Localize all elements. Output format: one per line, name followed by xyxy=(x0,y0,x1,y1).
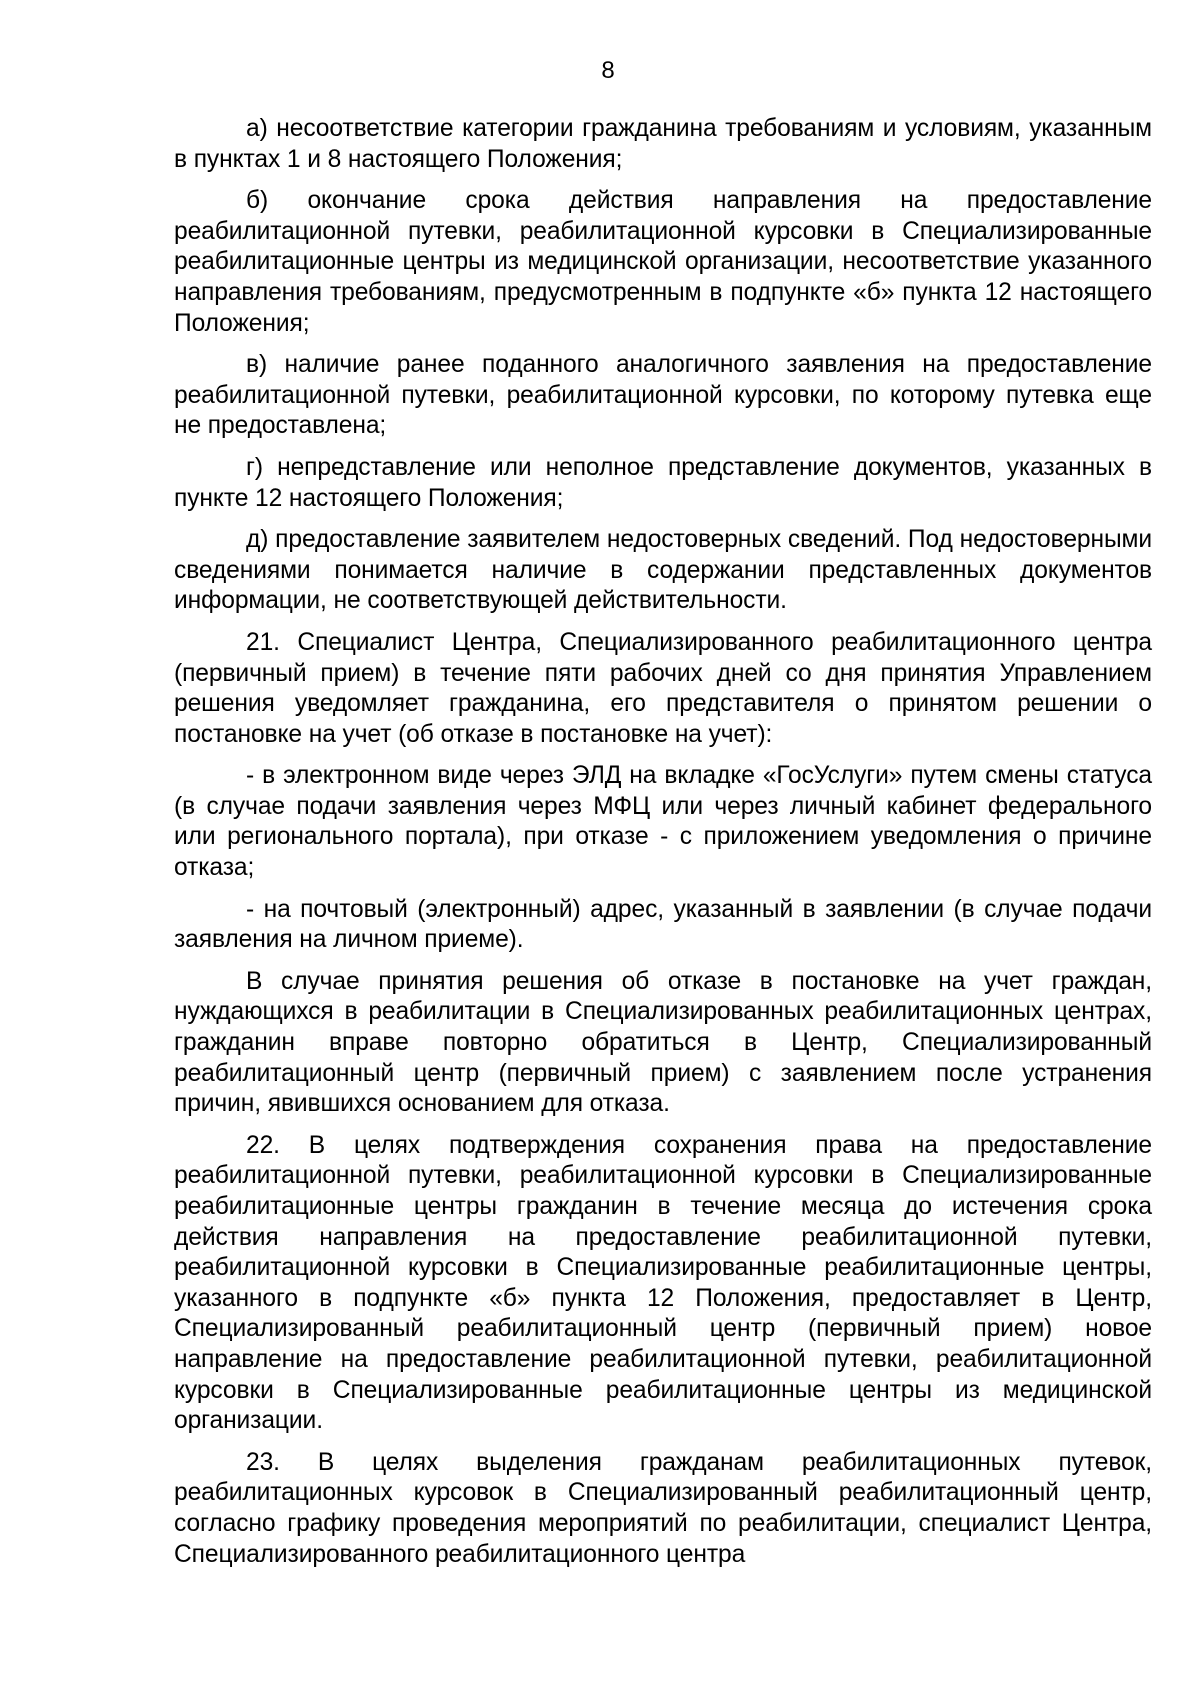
page-number: 8 xyxy=(601,57,615,84)
paragraph-refusal: В случае принятия решения об отказе в постановке на учет граждан, нуждающихся в реабилитации в Специализированных реабилитационных центрах, гражданин вправе повторно обратиться в Центр, Специализированный реабилитационный центр (первичный прием) с заявлением после устранения причин, явившихся основанием для отказа. xyxy=(174,967,1152,1118)
paragraph-clause-21: 21. Специалист Центра, Специализированного реабилитационного центра (первичный прием) в течение пяти рабочих дней со дня принятия Управлением решения уведомляет гражданина, его представителя о принятом решении о постановке на учет (об отказе в постановке на учет): xyxy=(174,628,1152,748)
document-body xyxy=(174,114,1152,1581)
paragraph-bullet-electronic: - в электронном виде через ЭЛД на вкладке «ГосУслуги» путем смены статуса (в случае подачи заявления через МФЦ или через личный кабинет федерального или регионального портала), при отказе - с приложением уведомления о причине отказа; xyxy=(174,762,1152,882)
paragraph-clause-22: 22. В целях подтверждения сохранения права на предоставление реабилитационной путевки, реабилитационной курсовки в Специализированные реабилитационные центры гражданин в течение месяца до истечения срока действия направления на предоставление реабилитационной путевки, реабилитационной курсовки в Специализированные реабилитационные центры, указанного в подпункте «б» пункта 12 Положения, предоставляет в Центр, Специализированный реабилитационный центр (первичный прием) новое направление на предоставление реабилитационной путевки, реабилитационной курсовки в Специализированные реабилитационные центры из медицинской организации. xyxy=(174,1131,1152,1435)
paragraph-item-g: г) непредставление или неполное представление документов, указанных в пункте 12 настоящего Положения; xyxy=(174,453,1152,512)
paragraph-item-d: д) предоставление заявителем недостоверных сведений. Под недостоверными сведениями понимается наличие в содержании представленных документов информации, не соответствующей действительности. xyxy=(174,526,1152,615)
paragraph-item-v: в) наличие ранее поданного аналогичного заявления на предоставление реабилитационной путевки, реабилитационной курсовки, по которому путевка еще не предоставлена; xyxy=(174,351,1152,440)
paragraph-bullet-postal: - на почтовый (электронный) адрес, указанный в заявлении (в случае подачи заявления на личном приеме). xyxy=(174,895,1152,954)
paragraph-clause-23: 23. В целях выделения гражданам реабилитационных путевок, реабилитационных курсовок в Специализированный реабилитационный центр, согласно графику проведения мероприятий по реабилитации, специалист Центра, Специализированного реабилитационного центра xyxy=(174,1448,1152,1568)
paragraph-item-a: а) несоответствие категории гражданина требованиям и условиям, указанным в пунктах 1 и 8 настоящего Положения; xyxy=(174,115,1152,173)
paragraph-item-b: б) окончание срока действия направления на предоставление реабилитационной путевки, реабилитационной курсовки в Специализированные реабилитационные центры из медицинской организации, несоответствие указанного направления требованиям, предусмотренным в подпункте «б» пункта 12 настоящего Положения; xyxy=(174,187,1152,337)
